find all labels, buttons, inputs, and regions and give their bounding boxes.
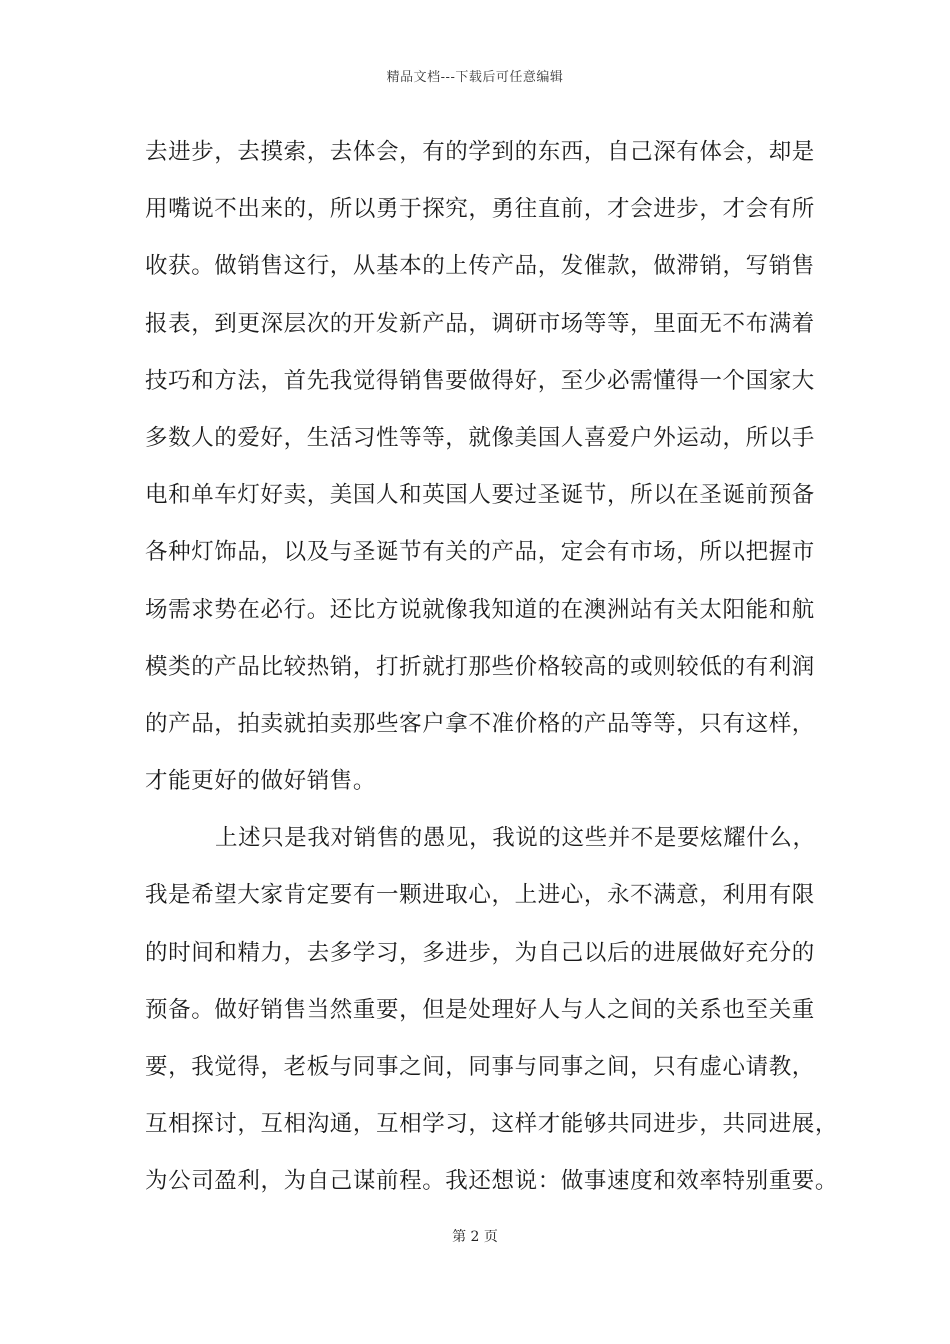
text-line: 预备。做好销售当然重要，但是处理好人与人之间的关系也至关重: [145, 996, 815, 1023]
text-line: 的产品，拍卖就拍卖那些客户拿不准价格的产品等等，只有这样，: [145, 710, 815, 737]
page-number: 第 2 页: [452, 1229, 498, 1245]
paragraph-1: [145, 128, 835, 814]
text-line: 去进步，去摸索，去体会，有的学到的东西，自己深有体会，却是: [145, 139, 815, 165]
text-line-indented: 上述只是我对销售的愚见，我说的这些并不是要炫耀什么，: [215, 825, 816, 852]
document-body: [145, 128, 839, 1215]
page-header: 精品文档---下载后可任意编辑: [386, 70, 564, 85]
text-line: 用嘴说不出来的，所以勇于探究，勇往直前，才会进步，才会有所: [145, 196, 815, 223]
text-line: 为公司盈利，为自己谋前程。我还想说：做事速度和效率特别重要。: [145, 1168, 839, 1195]
text-line: 收获。做销售这行，从基本的上传产品，发催款，做滞销，写销售: [145, 253, 815, 280]
text-line: 报表，到更深层次的开发新产品，调研市场等等，里面无不布满着: [145, 310, 815, 337]
text-line: 的时间和精力，去多学习，多进步，为自己以后的进展做好充分的: [145, 939, 815, 966]
text-line: 技巧和方法，首先我觉得销售要做得好，至少必需懂得一个国家大: [145, 367, 815, 394]
text-line: 多数人的爱好，生活习性等等，就像美国人喜爱户外运动，所以手: [145, 424, 815, 451]
text-line: 模类的产品比较热销，打折就打那些价格较高的或则较低的有利润: [145, 653, 815, 680]
text-line: 我是希望大家肯定要有一颗进取心，上进心，永不满意，利用有限: [145, 882, 815, 909]
text-line: 要，我觉得，老板与同事之间，同事与同事之间，只有虚心请教，: [145, 1054, 815, 1080]
text-line: 电和单车灯好卖，美国人和英国人要过圣诞节，所以在圣诞前预备: [145, 482, 815, 509]
text-line: 场需求势在必行。还比方说就像我知道的在澳洲站有关太阳能和航: [145, 596, 815, 623]
text-line: 互相探讨，互相沟通，互相学习，这样才能够共同进步，共同进展，: [145, 1111, 839, 1138]
paragraph-2: [145, 814, 839, 1214]
text-line: 各种灯饰品，以及与圣诞节有关的产品，定会有市场，所以把握市: [145, 539, 815, 566]
text-line: 才能更好的做好销售。: [145, 768, 377, 795]
